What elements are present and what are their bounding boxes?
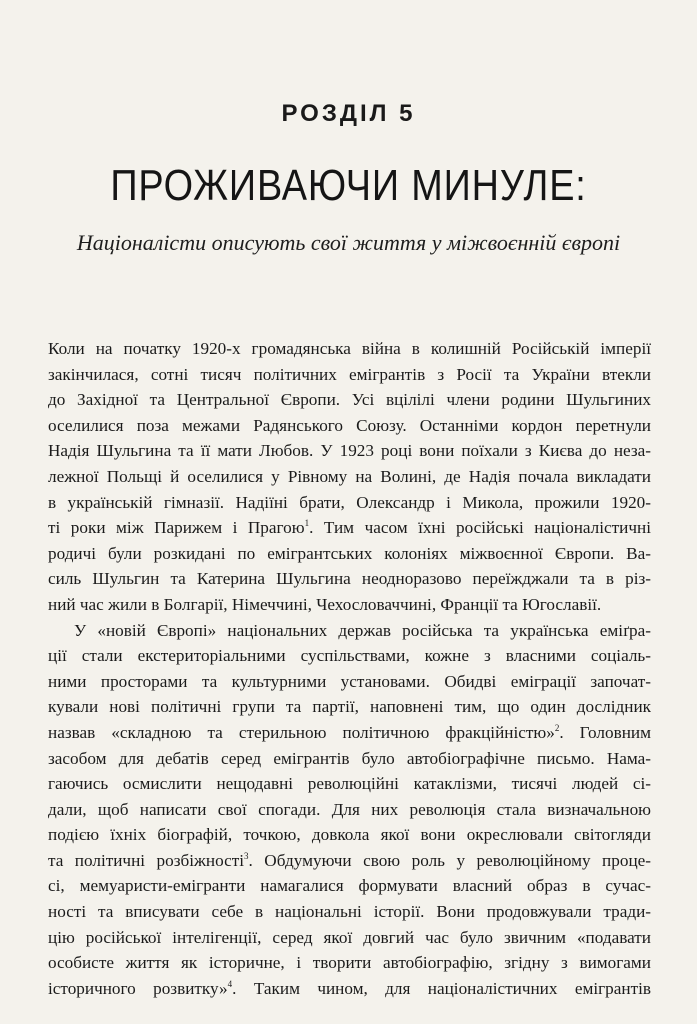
text-line [48,438,651,464]
line-text: до Західної та Центральної Європи. Усі вцілілі члени родини Шульгиних [48,390,651,410]
text-line [48,387,651,413]
footnote-marker[interactable]: 2 [554,722,560,733]
line-text: ний час жили в Болгарії, Німеччині, Чехословаччині, Франції та Югославії. [48,594,602,614]
line-text: сі, мемуаристи-емігранти намагалися формувати власний образ в сучас- [48,876,651,896]
line-text: Коли на початку 1920-х громадянська війна в колишній Російській імперії [48,339,651,358]
line-text-continued: . Головним [559,722,651,742]
footnote-marker[interactable]: 4 [227,978,233,989]
line-text: силь Шульгин та Катерина Шульгина неодноразово переїжджали та в різ- [48,569,651,589]
text-line [48,362,651,388]
line-text: лежної Польщі й оселилися у Рівному на Волині, де Надія почала викладати [48,466,651,486]
text-line [48,899,651,925]
text-line [48,336,651,362]
line-text: ними просторами та культурними установами. Обидві еміграції започат- [48,671,651,691]
text-line [48,976,651,1002]
text-line [48,694,651,720]
line-text: особисте життя як історичне, і творити автобіографію, згідну з вимогами [48,953,651,973]
line-text: ті роки між Парижем і Прагою [48,518,305,538]
text-line [48,490,651,516]
line-text: Надія Шульгина та її мати Любов. У 1923 році вони поїхали з Києва до неза- [48,441,651,461]
line-text: подією їхніх біографій, точкою, довкола якої вони окреслювали світогляди [48,825,651,845]
text-line [48,541,651,567]
text-line [48,464,651,490]
text-line [48,925,651,951]
footnote-marker[interactable]: 3 [244,850,249,861]
line-text: гаючись осмислити нещодавні революційні катаклізми, тисячі людей сі- [48,774,651,794]
line-text: назвав «складною та стерильною політичною фракційністю» [48,722,555,742]
line-text: цію російської інтелігенції, серед якої довгий час було звичним «подавати [48,927,651,947]
text-line [48,566,651,592]
text-line [48,592,651,618]
line-text: засобом для дебатів серед емігрантів було автобіографічне письмо. Нама- [48,748,651,768]
chapter-subtitle: Націоналісти описують свої життя у міжвоєнній європі [76,230,621,255]
footnote-marker[interactable]: 1 [304,518,310,529]
line-text: оселилися поза межами Радянського Союзу. Останніми кордон перетнули [48,415,651,435]
line-text: родичі були розкидані по емігрантських колоніях міжвоєнної Європи. Ва- [48,543,651,563]
line-text: ції стали екстериторіальними суспільствами, кожне з власними соціаль- [48,646,651,666]
text-line [48,822,651,848]
line-text-continued: . Обдумуючи свою роль у революційному проце- [248,850,651,870]
text-line [48,643,651,669]
line-text: дали, щоб написати свої спогади. Для них революція стала визначальною [48,799,651,819]
line-text: кували нові політичні групи та партії, наповнені тим, що один дослідник [48,697,651,717]
text-line [48,873,651,899]
line-text: в українській гімназії. Надіїні брати, Олександр і Микола, прожили 1920- [48,492,651,512]
chapter-title: ПРОЖИВАЮЧИ МИНУЛЕ: [110,161,587,210]
text-line [48,669,651,695]
body-text [48,336,651,1001]
text-line [48,413,651,439]
chapter-label: РОЗДІЛ 5 [281,100,416,127]
text-line [48,618,651,644]
line-text: У «новій Європі» національних держав російська та українська еміґра- [74,620,651,640]
line-text-continued: . Тим часом їхні російські націоналістичні [309,518,651,538]
text-line [48,950,651,976]
text-line [48,515,651,541]
line-text: та політичні розбіжності [48,850,245,870]
text-line [48,720,651,746]
text-line [48,848,651,874]
text-line [48,771,651,797]
text-line [48,746,651,772]
line-text: історичного розвитку» [48,978,228,998]
line-text: ності та вписувати себе в національні історії. Вони продовжували тради- [48,902,651,922]
line-text: закінчилася, сотні тисяч політичних емігрантів з Росії та України втекли [48,364,651,384]
text-line [48,797,651,823]
line-text-continued: . Таким чином, для націоналістичних емігрантів [232,978,652,998]
